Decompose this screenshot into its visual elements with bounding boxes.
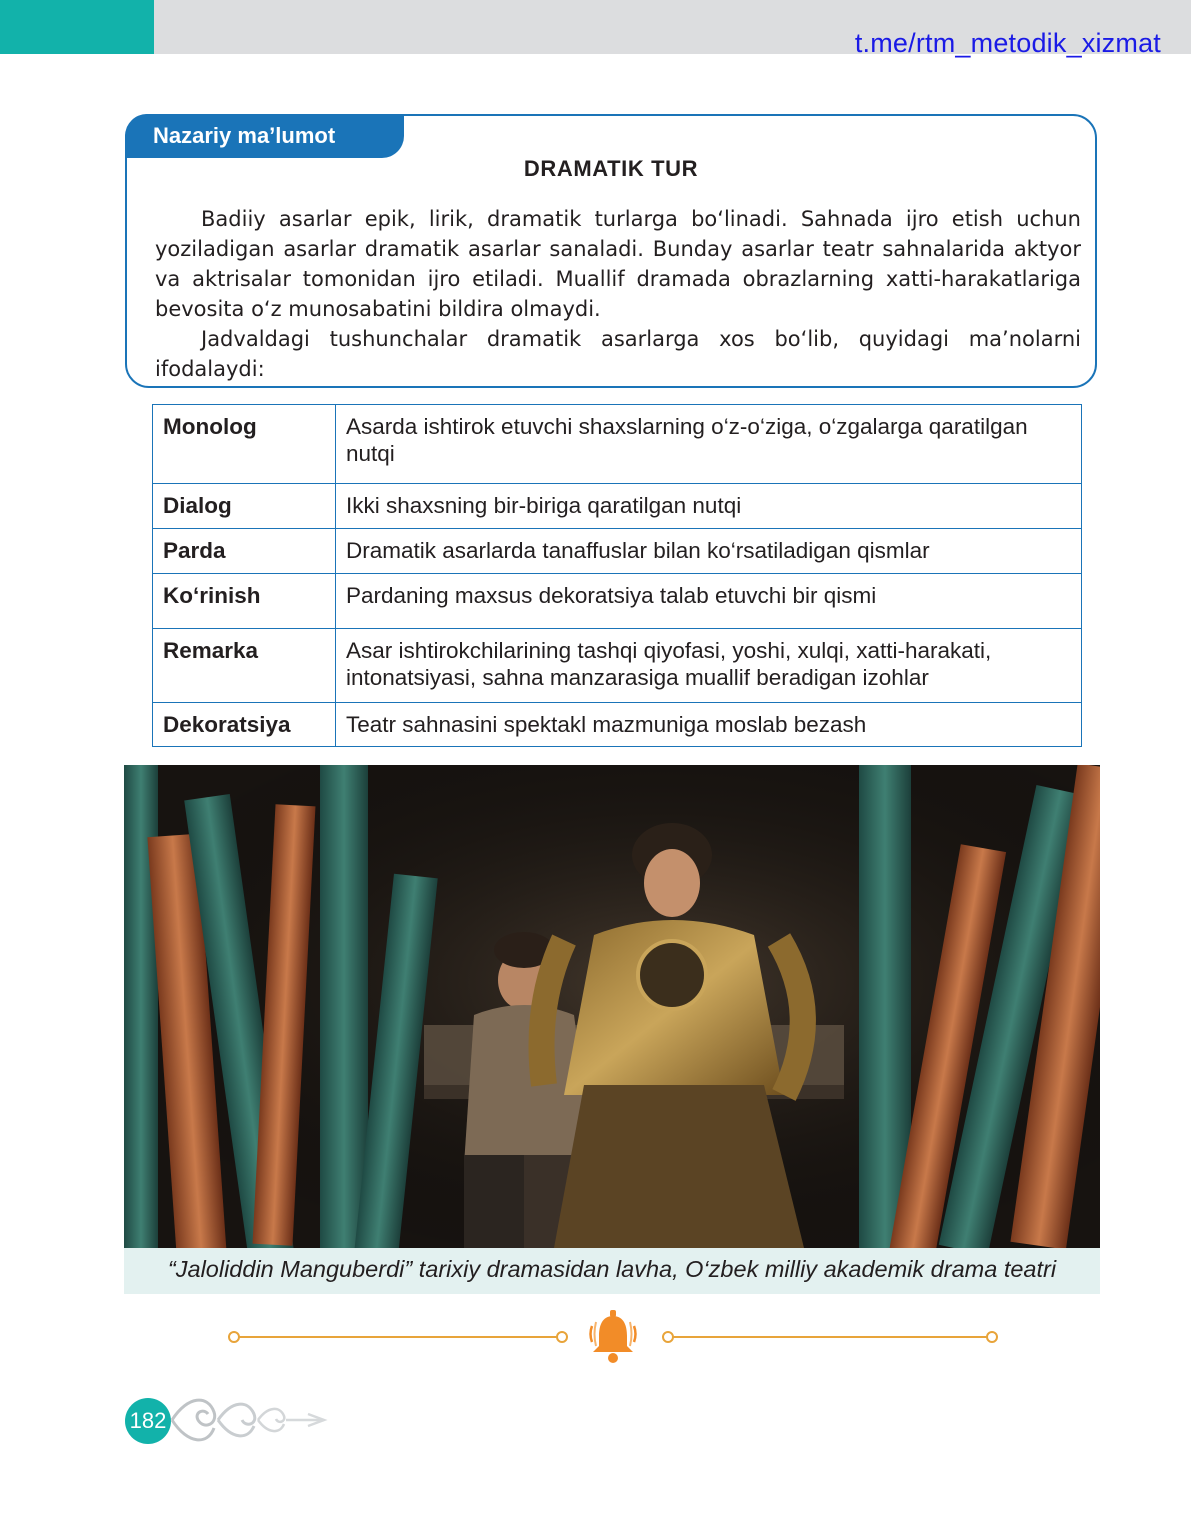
ornament-dot-right: [986, 1331, 998, 1343]
channel-link[interactable]: t.me/rtm_metodik_xizmat: [854, 28, 1161, 58]
ornament-line-left: [238, 1336, 558, 1338]
theory-text: [155, 204, 1081, 384]
terms-table: [152, 404, 1082, 747]
theory-paragraph-2: Jadvaldagi tushunchalar dramatik asarlarga xos bo‘lib, quyidagi ma’nolarni ifodalaydi:: [155, 327, 1081, 381]
term-cell: Monolog: [153, 405, 336, 484]
ornament-dot-mid-left: [556, 1331, 568, 1343]
theory-box: [125, 114, 1097, 388]
ornament-flourish-icon: [168, 1390, 328, 1450]
definition-cell: Ikki shaxsning bir-biriga qaratilgan nutqi: [336, 484, 1082, 529]
table-row: [153, 405, 1082, 484]
ornament-line-right: [672, 1336, 988, 1338]
definition-cell: Asarda ishtirok etuvchi shaxslarning o‘z-o‘ziga, o‘zgalarga qaratilgan nutqi: [336, 405, 1082, 484]
term-cell: Remarka: [153, 629, 336, 703]
theory-paragraph-1: Badiiy asarlar epik, lirik, dramatik turlarga bo‘linadi. Sahnada ijro etish uchun yoziladigan asarlar dramatik asarlar sanaladi. Bunday asarlar teatr sahnalarida aktyor va aktrisalar tomonidan ijro etiladi. Muallif dramada obrazlarning xatti-harakatlariga bevosita o‘z munosabatini bildira olmaydi.: [155, 207, 1081, 321]
table-row: [153, 574, 1082, 629]
definition-cell: Dramatik asarlarda tanaffuslar bilan ko‘rsatiladigan qismlar: [336, 529, 1082, 574]
photo-caption-bar: [124, 1248, 1100, 1294]
table-row: [153, 629, 1082, 703]
theatre-scene-illustration: [124, 765, 1100, 1248]
term-cell: Parda: [153, 529, 336, 574]
term-cell: Dekoratsiya: [153, 703, 336, 747]
page-number: 182: [125, 1398, 171, 1444]
definition-cell: Pardaning maxsus dekoratsiya talab etuvchi bir qismi: [336, 574, 1082, 629]
table-row: [153, 529, 1082, 574]
table-row: [153, 703, 1082, 747]
definition-cell: Teatr sahnasini spektakl mazmuniga moslab bezash: [336, 703, 1082, 747]
bell-icon: [588, 1308, 638, 1364]
theatre-photo: [124, 765, 1100, 1248]
theory-title: DRAMATIK TUR: [523, 156, 699, 181]
term-cell: Dialog: [153, 484, 336, 529]
table-row: [153, 484, 1082, 529]
top-accent-block: [0, 0, 154, 54]
photo-caption: “Jaloliddin Manguberdi” tarixiy dramasidan lavha, O‘zbek milliy akademik drama teatri: [167, 1256, 1057, 1282]
definition-cell: Asar ishtirokchilarining tashqi qiyofasi, yoshi, xulqi, xatti-harakati, intonatsiyasi, sahna manzarasiga muallif beradigan izohlar: [336, 629, 1082, 703]
theory-tab-label: Nazariy ma’lumot: [125, 114, 404, 158]
term-cell: Ko‘rinish: [153, 574, 336, 629]
